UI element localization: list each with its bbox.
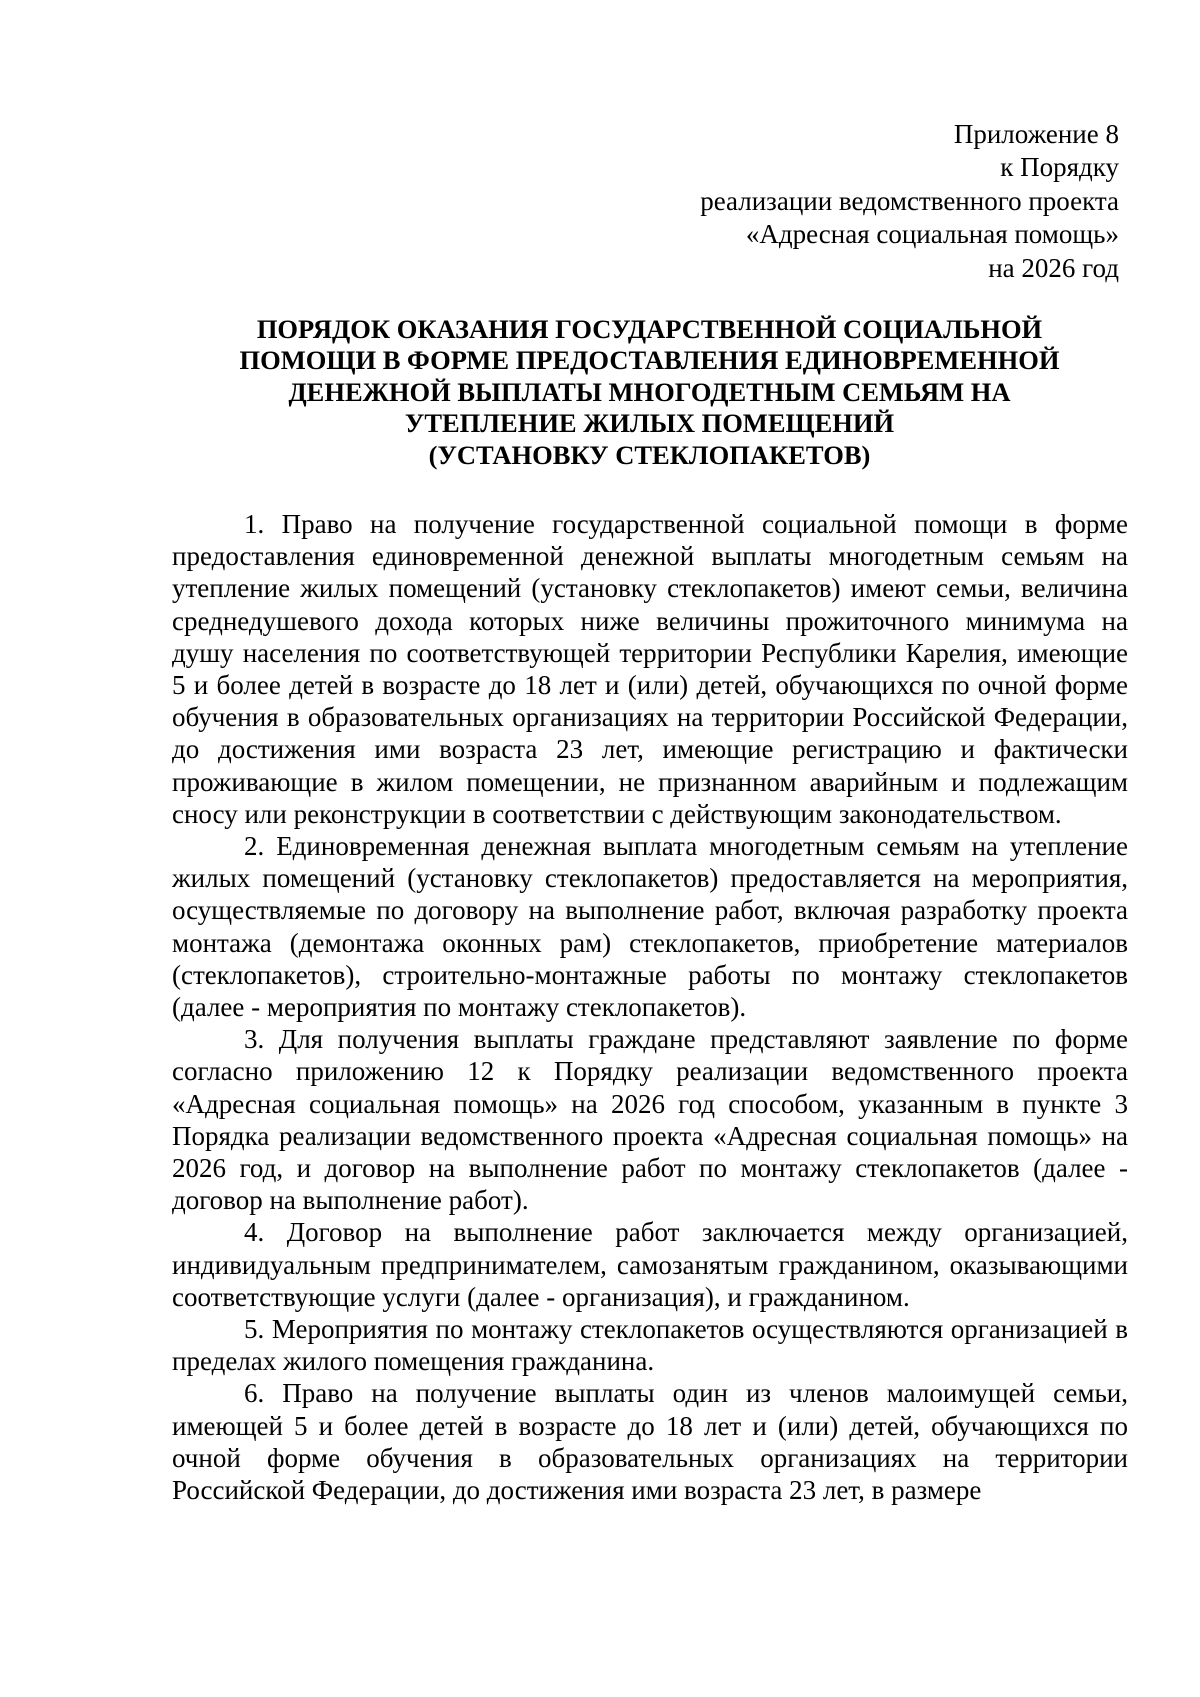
paragraph-1: 1. Право на получение государственной социальной помощи в форме предоставления единовременной денежной выплаты многодетным семьям на утепление жилых помещений (установку стеклопакетов) имеют семьи, величина среднедушевого дохода которых ниже величины прожиточного минимума на душу населения по соответствующей территории Республики Карелия, имеющие 5 и более детей в возрасте до 18 лет и (или) детей, обучающихся по очной форме обучения в образовательных организациях на территории Российской Федерации, до достижения ими возраста 23 лет, имеющие регистрацию и фактически проживающие в жилом помещении, не признанном аварийным и подлежащим сносу или реконструкции в соответствии с действующим законодательством. <box>172 509 1128 829</box>
document-body <box>172 508 1128 1506</box>
appendix-reference <box>700 118 1119 285</box>
appendix-line: Приложение 8 <box>953 119 1119 149</box>
title-line: УТЕПЛЕНИЕ ЖИЛЫХ ПОМЕЩЕНИЙ <box>404 408 895 439</box>
paragraph-6: 6. Право на получение выплаты один из членов малоимущей семьи, имеющей 5 и более детей в возрасте до 18 лет и (или) детей, обучающихся по очной форме обучения в образовательных организациях на территории Российской Федерации, до достижения ими возраста 23 лет, в размере <box>172 1378 1128 1506</box>
document-title <box>172 314 1127 471</box>
paragraph-2: 2. Единовременная денежная выплата многодетным семьям на утепление жилых помещений (установку стеклопакетов) предоставляется на мероприятия, осуществляемые по договору на выполнение работ, включая разработку проекта монтажа (демонтажа оконных рам) стеклопакетов, приобретение материалов (стеклопакетов), строительно-монтажные работы по монтажу стеклопакетов (далее - мероприятия по монтажу стеклопакетов). <box>172 831 1128 1023</box>
appendix-line: на 2026 год <box>988 252 1119 283</box>
paragraph-5: 5. Мероприятия по монтажу стеклопакетов осуществляются организацией в пределах жилого помещения гражданина. <box>172 1314 1128 1377</box>
title-line: ПОРЯДОК ОКАЗАНИЯ ГОСУДАРСТВЕННОЙ СОЦИАЛЬНОЙ <box>256 314 1043 344</box>
appendix-line: «Адресная социальная помощь» <box>745 219 1119 250</box>
appendix-line: реализации ведомственного проекта <box>700 185 1119 216</box>
paragraph-4: 4. Договор на выполнение работ заключается между организацией, индивидуальным предпринимателем, самозанятым гражданином, оказывающими соответствующие услуги (далее - организация), и гражданином. <box>172 1217 1128 1312</box>
title-line: (УСТАНОВКУ СТЕКЛОПАКЕТОВ) <box>428 439 871 470</box>
appendix-line: к Порядку <box>1000 152 1119 183</box>
title-line: ПОМОЩИ В ФОРМЕ ПРЕДОСТАВЛЕНИЯ ЕДИНОВРЕМЕННОЙ <box>239 345 1060 376</box>
title-line: ДЕНЕЖНОЙ ВЫПЛАТЫ МНОГОДЕТНЫМ СЕМЬЯМ НА <box>288 376 1011 407</box>
paragraph-3: 3. Для получения выплаты граждане представляют заявление по форме согласно приложению 12 к Порядку реализации ведомственного проекта «Адресная социальная помощь» на 2026 год способом, указанным в пункте 3 Порядка реализации ведомственного проекта «Адресная социальная помощь» на 2026 год, и договор на выполнение работ по монтажу стеклопакетов (далее - договор на выполнение работ). <box>172 1024 1128 1216</box>
